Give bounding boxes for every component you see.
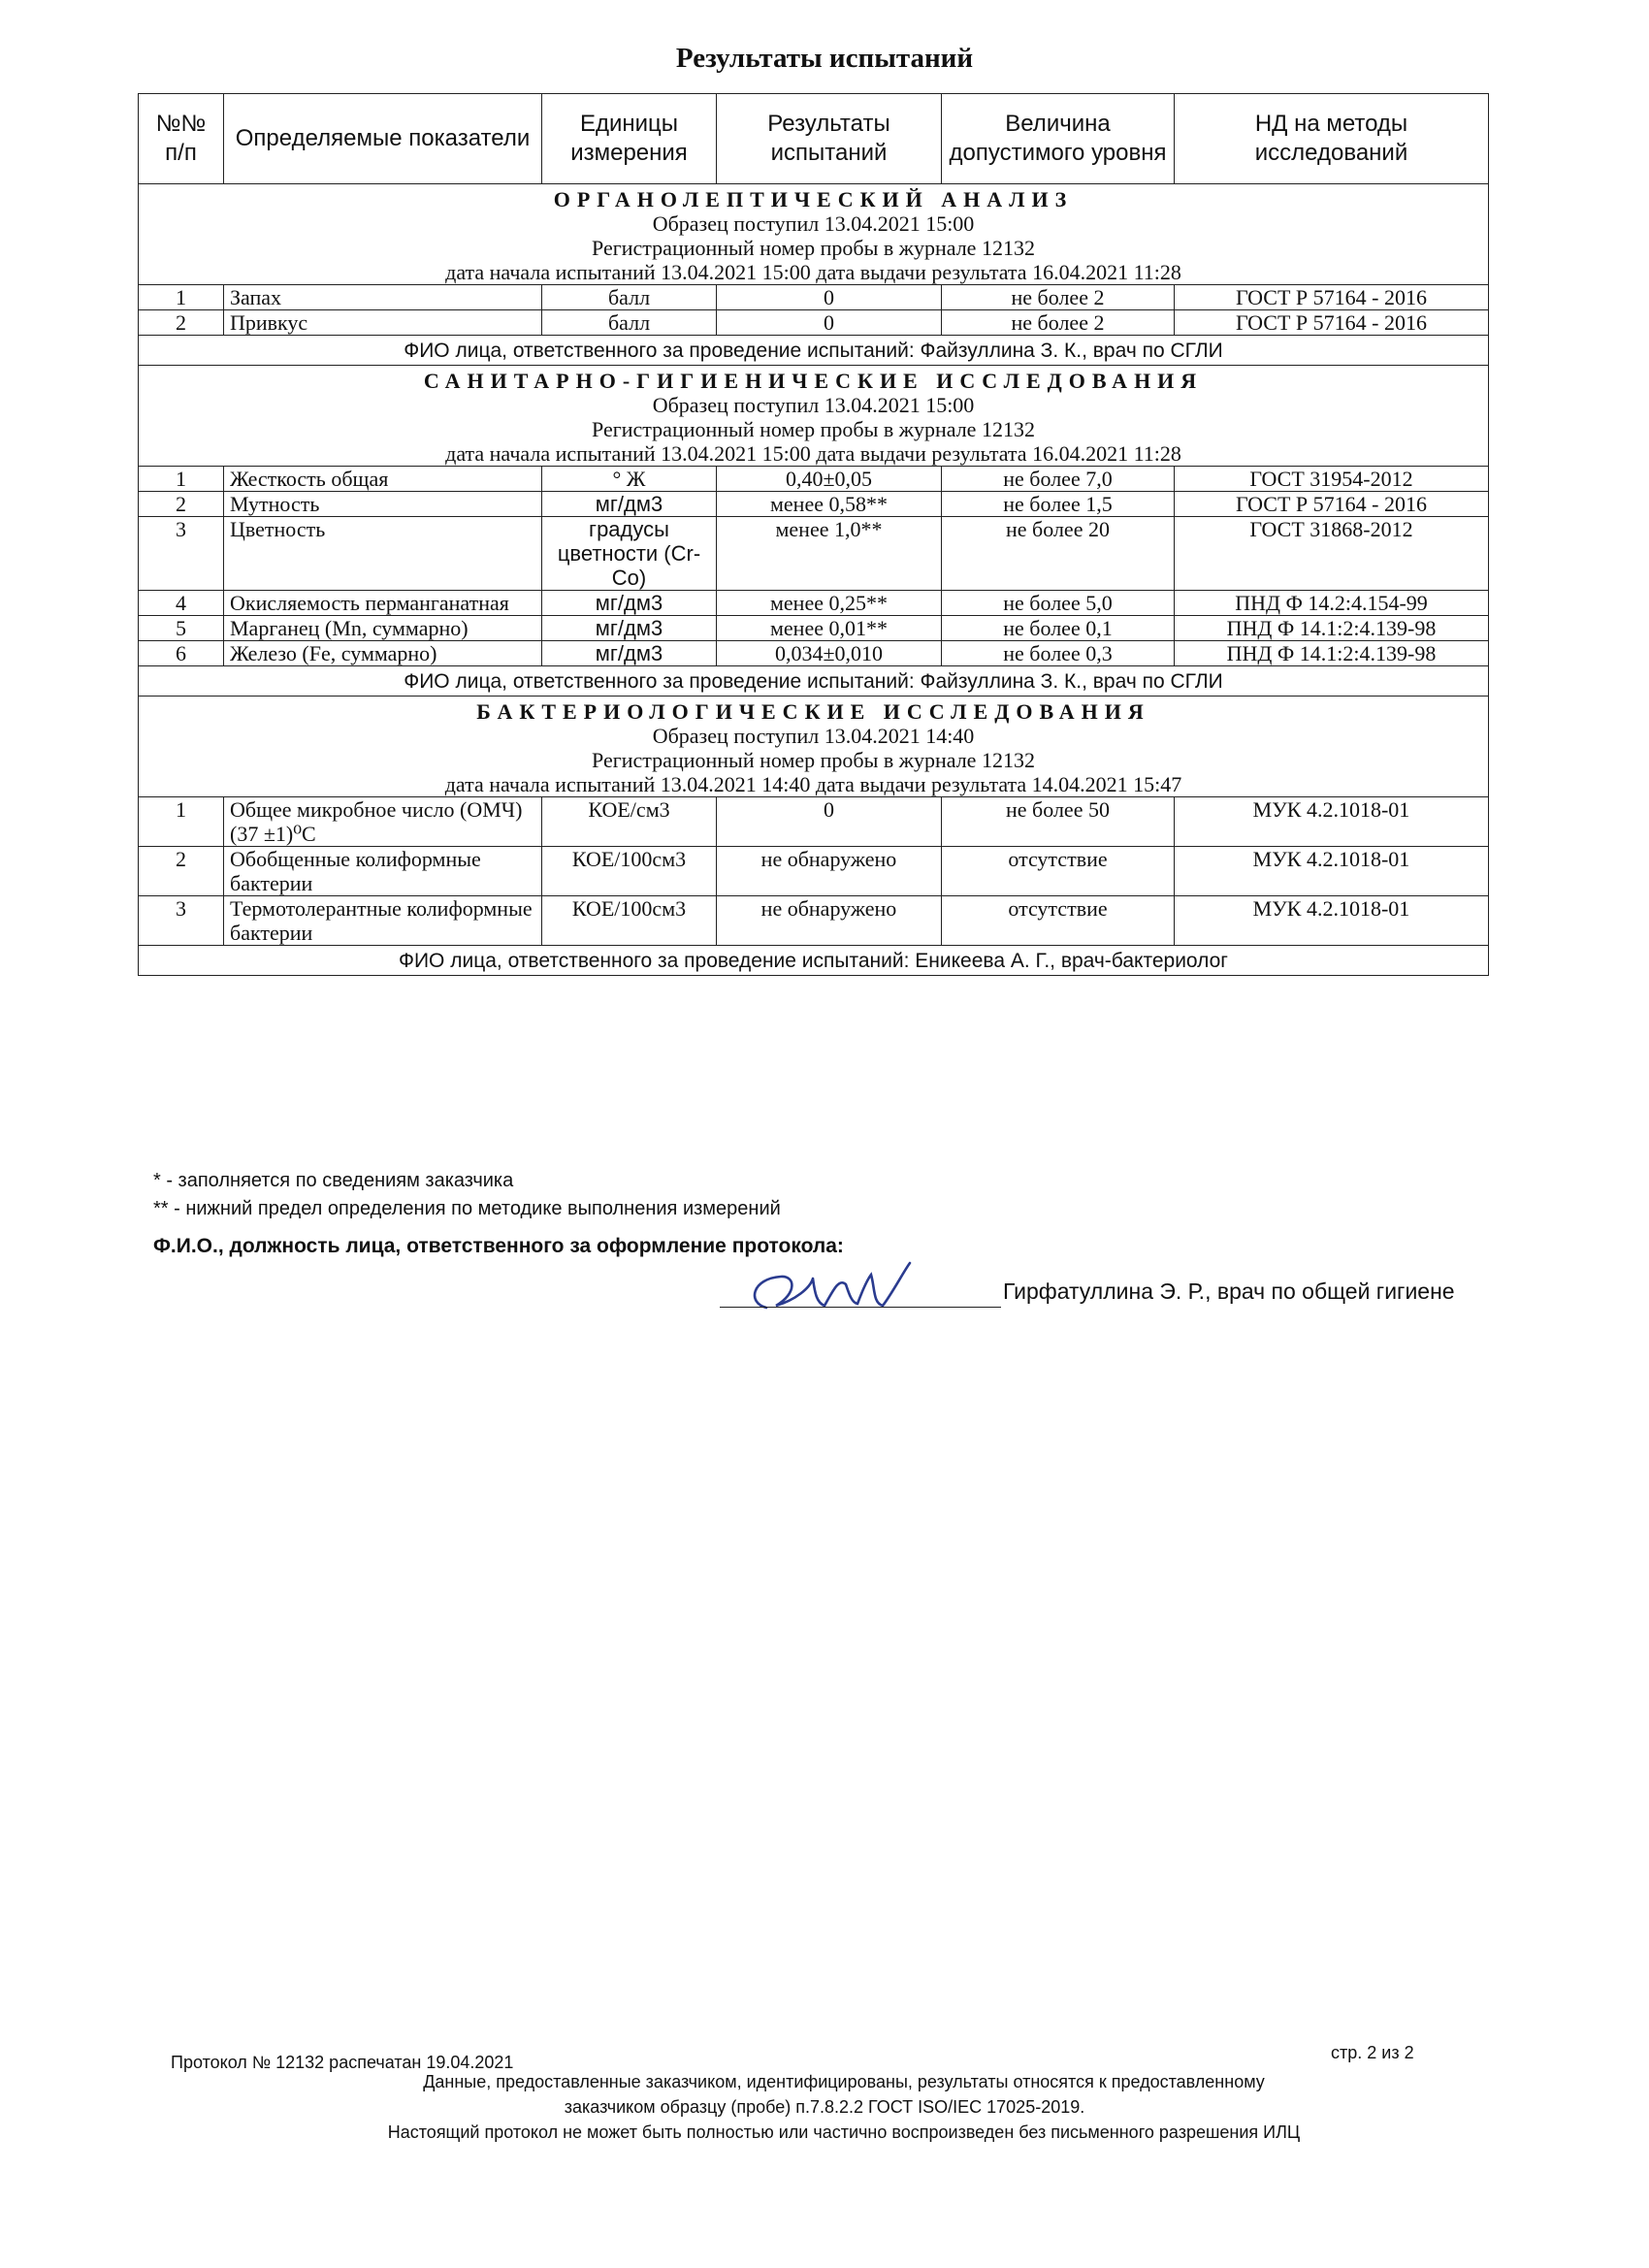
row-num: 1 [139,285,224,310]
table-row [139,492,1489,517]
table-row [139,847,1489,896]
row-result: менее 0,25** [717,591,942,616]
header-num: №№ п/п [139,94,224,184]
test-dates: дата начала испытаний 13.04.2021 14:40 дата выдачи результата 14.04.2021 15:47 [444,772,1182,796]
sample-received: Образец поступил 13.04.2021 14:40 [652,724,975,748]
row-unit: КОЕ/100см3 [542,847,717,896]
header-indicator: Определяемые показатели [224,94,542,184]
responsible-person: ФИО лица, ответственного за проведение испытаний: Еникеева А. Г., врач-бактериолог [139,946,1489,976]
signature [737,1249,931,1327]
footnotes [153,1167,781,1223]
row-unit: ° Ж [542,467,717,492]
row-method: МУК 4.2.1018-01 [1175,847,1489,896]
table-row [139,285,1489,310]
signature-line [720,1307,1001,1308]
section-bacteriological [139,697,1489,797]
row-indicator: Термотолерантные колиформные бактерии [224,896,542,946]
row-num: 3 [139,517,224,591]
footer-disclaimer-3: Настоящий протокол не может быть полностью или частично воспроизведен без письменного разрешения ИЛЦ [387,2122,1301,2142]
registration-number: Регистрационный номер пробы в журнале 12132 [592,236,1035,260]
table-row [139,896,1489,946]
row-limit: не более 20 [942,517,1175,591]
row-indicator: Цветность [224,517,542,591]
row-num: 4 [139,591,224,616]
row-method: ГОСТ 31954-2012 [1175,467,1489,492]
row-method: МУК 4.2.1018-01 [1175,896,1489,946]
header-result: Результаты испытаний [717,94,942,184]
row-indicator: Мутность [224,492,542,517]
test-dates: дата начала испытаний 13.04.2021 15:00 дата выдачи результата 16.04.2021 11:28 [445,260,1181,284]
row-unit: градусы цветности (Cr-Co) [542,517,717,591]
row-num: 5 [139,616,224,641]
row-num: 6 [139,641,224,666]
row-limit: не более 0,1 [942,616,1175,641]
row-method: ГОСТ 31868-2012 [1175,517,1489,591]
row-result: менее 0,58** [717,492,942,517]
row-limit: отсутствие [942,896,1175,946]
row-unit: КОЕ/100см3 [542,896,717,946]
table-row [139,616,1489,641]
row-method: ГОСТ Р 57164 - 2016 [1175,492,1489,517]
row-limit: не более 7,0 [942,467,1175,492]
row-unit: балл [542,310,717,336]
table-header-row [139,94,1489,184]
section-title: БАКТЕРИОЛОГИЧЕСКИЕ ИССЛЕДОВАНИЯ [476,699,1150,724]
sample-received: Образец поступил 13.04.2021 15:00 [652,211,975,236]
page-title: Результаты испытаний [675,43,974,74]
footer-disclaimer-1: Данные, предоставленные заказчиком, идентифицированы, результаты относятся к предоставленному [423,2072,1265,2091]
responsible-person: ФИО лица, ответственного за проведение испытаний: Файзуллина З. К., врач по СГЛИ [139,336,1489,366]
footnote: * - заполняется по сведениям заказчика [153,1170,514,1191]
row-result: 0 [717,310,942,336]
row-method: ПНД Ф 14.1:2:4.139-98 [1175,616,1489,641]
row-unit: мг/дм3 [542,591,717,616]
row-unit: мг/дм3 [542,616,717,641]
row-method: МУК 4.2.1018-01 [1175,797,1489,847]
row-num: 2 [139,847,224,896]
registration-number: Регистрационный номер пробы в журнале 12132 [592,748,1035,772]
row-indicator: Обобщенные колиформные бактерии [224,847,542,896]
protocol-responsible-name: Гирфатуллина Э. Р., врач по общей гигиене [1003,1279,1455,1304]
results-table [138,93,1489,976]
row-limit: не более 5,0 [942,591,1175,616]
footnote: ** - нижний предел определения по методике выполнения измерений [153,1198,781,1219]
section-organoleptic [139,184,1489,285]
row-unit: мг/дм3 [542,492,717,517]
responsible-row [139,336,1489,366]
table-row [139,517,1489,591]
row-method: ПНД Ф 14.2:4.154-99 [1175,591,1489,616]
row-result: не обнаружено [717,896,942,946]
table-row [139,467,1489,492]
row-num: 2 [139,310,224,336]
row-unit: мг/дм3 [542,641,717,666]
row-result: 0 [717,797,942,847]
row-method: ГОСТ Р 57164 - 2016 [1175,310,1489,336]
responsible-person: ФИО лица, ответственного за проведение испытаний: Файзуллина З. К., врач по СГЛИ [139,666,1489,697]
row-indicator: Запах [224,285,542,310]
responsible-row [139,666,1489,697]
row-num: 3 [139,896,224,946]
row-result: 0,034±0,010 [717,641,942,666]
table-row [139,797,1489,847]
row-limit: не более 2 [942,285,1175,310]
row-result: менее 1,0** [717,517,942,591]
section-sanitary [139,366,1489,467]
footer-disclaimer-2: заказчиком образцу (пробе) п.7.8.2.2 ГОСТ ISO/IEC 17025-2019. [564,2097,1085,2117]
registration-number: Регистрационный номер пробы в журнале 12132 [592,417,1035,441]
row-limit: не более 0,3 [942,641,1175,666]
test-dates: дата начала испытаний 13.04.2021 15:00 дата выдачи результата 16.04.2021 11:28 [445,441,1181,466]
sample-received: Образец поступил 13.04.2021 15:00 [652,393,975,417]
row-method: ПНД Ф 14.1:2:4.139-98 [1175,641,1489,666]
row-method: ГОСТ Р 57164 - 2016 [1175,285,1489,310]
section-title: ОРГАНОЛЕПТИЧЕСКИЙ АНАЛИЗ [553,187,1074,211]
row-num: 1 [139,797,224,847]
header-limit: Величина допустимого уровня [942,94,1175,184]
row-limit: отсутствие [942,847,1175,896]
row-unit: балл [542,285,717,310]
row-result: 0 [717,285,942,310]
row-num: 2 [139,492,224,517]
row-limit: не более 50 [942,797,1175,847]
row-indicator: Общее микробное число (ОМЧ) (37 ±1)⁰С [224,797,542,847]
row-limit: не более 1,5 [942,492,1175,517]
row-indicator: Привкус [224,310,542,336]
row-result: менее 0,01** [717,616,942,641]
header-units: Единицы измерения [542,94,717,184]
footer-page-number: стр. 2 из 2 [1331,2043,1414,2062]
section-title: САНИТАРНО-ГИГИЕНИЧЕСКИЕ ИССЛЕДОВАНИЯ [423,369,1204,393]
table-row [139,641,1489,666]
row-unit: КОЕ/см3 [542,797,717,847]
footer-protocol: Протокол № 12132 распечатан 19.04.2021 [171,2053,514,2072]
responsible-row [139,946,1489,976]
row-result: 0,40±0,05 [717,467,942,492]
table-row [139,591,1489,616]
table-row [139,310,1489,336]
row-indicator: Марганец (Mn, суммарно) [224,616,542,641]
protocol-responsible-label: Ф.И.О., должность лица, ответственного за оформление протокола: [153,1235,844,1257]
row-limit: не более 2 [942,310,1175,336]
row-indicator: Окисляемость перманганатная [224,591,542,616]
row-num: 1 [139,467,224,492]
row-result: не обнаружено [717,847,942,896]
row-indicator: Жесткость общая [224,467,542,492]
row-indicator: Железо (Fe, суммарно) [224,641,542,666]
header-method: НД на методы исследований [1175,94,1489,184]
